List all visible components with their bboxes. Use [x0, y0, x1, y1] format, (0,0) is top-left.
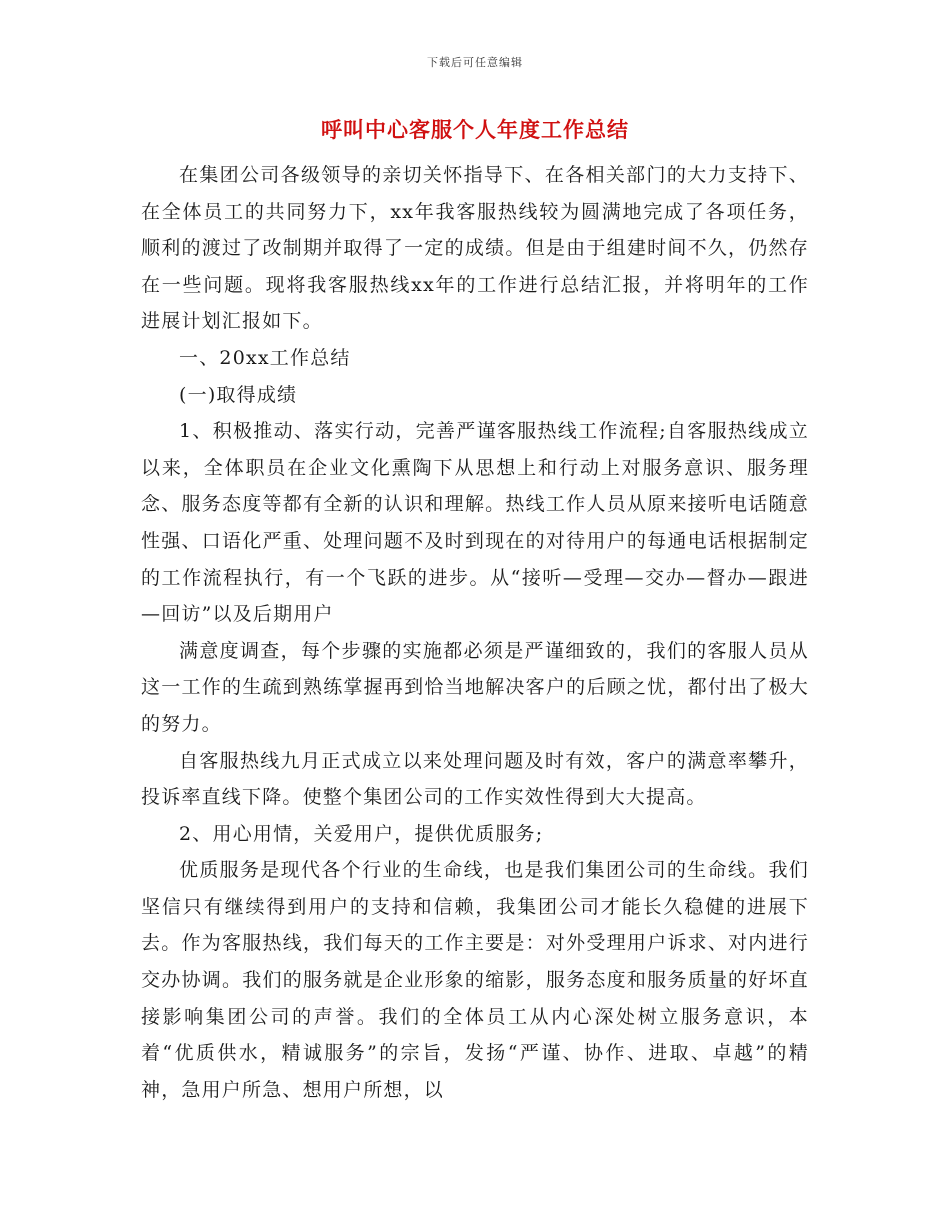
document-title: 呼叫中心客服个人年度工作总结: [321, 118, 629, 142]
paragraph: 满意度调查，每个步骤的实施都必须是严谨细致的，我们的客服人员从这一工作的生疏到熟练掌握再到恰当地解决客户的后顾之忧，都付出了极大的努力。: [141, 639, 809, 735]
paragraph: 优质服务是现代各个行业的生命线，也是我们集团公司的生命线。我们坚信只有继续得到用户的支持和信赖，我集团公司才能长久稳健的进展下去。作为客服热线，我们每天的工作主要是：对外受理用户诉求、对内进行交办协调。我们的服务就是企业形象的缩影，服务态度和服务质量的好坏直接影响集团公司的声誉。我们的全体员工从内心深处树立服务意识，本着“优质供水，精诚服务”的宗旨，发扬“严谨、协作、进取、卓越”的精神，急用户所急、想用户所想，以: [141, 859, 809, 1101]
paragraph: 2、用心用情，关爱用户，提供优质服务;: [179, 822, 544, 845]
paragraph: 自客服热线九月正式成立以来处理问题及时有效，客户的满意率攀升，投诉率直线下降。使整个集团公司的工作实效性得到大大提高。: [141, 749, 809, 809]
paragraph: 1、积极推动、落实行动，完善严谨客服热线工作流程;自客服热线成立以来，全体职员在企业文化熏陶下从思想上和行动上对服务意识、服务理念、服务态度等都有全新的认识和理解。热线工作人员从原来接听电话随意性强、口语化严重、处理问题不及时到现在的对待用户的每通电话根据制定的工作流程执行，有一个飞跃的进步。从“接听—受理—交办—督办—跟进—回访”以及后期用户: [141, 420, 809, 626]
document-body: [141, 157, 809, 1108]
subsection-heading: (一)取得成绩: [179, 383, 298, 406]
section-heading: 一、20xx工作总结: [179, 346, 351, 369]
paragraph: 在集团公司各级领导的亲切关怀指导下、在各相关部门的大力支持下、在全体员工的共同努力下，xx年我客服热线较为圆满地完成了各项任务，顺利的渡过了改制期并取得了一定的成绩。但是由于组建时间不久，仍然存在一些问题。现将我客服热线xx年的工作进行总结汇报，并将明年的工作进展计划汇报如下。: [141, 164, 809, 333]
header-note: 下载后可任意编辑: [427, 56, 523, 69]
